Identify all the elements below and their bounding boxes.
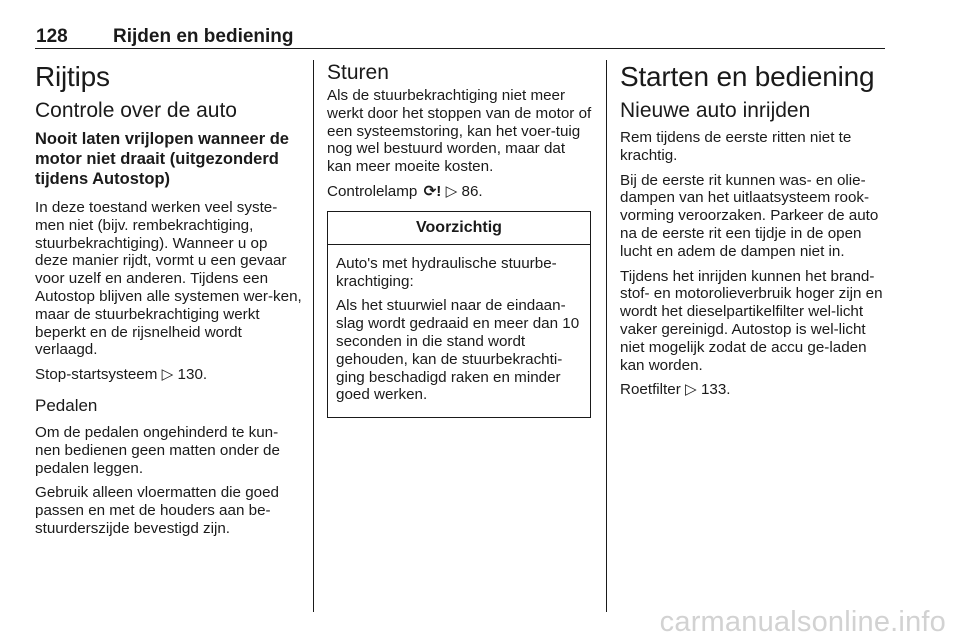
paragraph: Rem tijdens de eerste ritten niet te krachtig. xyxy=(620,129,852,164)
cross-reference xyxy=(327,183,593,201)
cross-reference xyxy=(35,366,303,384)
reference-text: Controlelamp xyxy=(327,182,418,200)
paragraph: Als het stuurwiel naar de eindaan-slag wordt gedraaid en meer dan 10 seconden in die stand wordt gehouden, kan de stuurbekrachti-ging beschadigd raken en minder goed werken. xyxy=(336,297,580,404)
bold-heading: Nooit laten vrijlopen wanneer de motor niet draait (uitgezonderd tijdens Autostop) xyxy=(35,130,289,188)
reference-text: Stop-startsysteem xyxy=(35,366,158,384)
paragraph: Auto's met hydraulische stuurbe-krachtiging: xyxy=(336,254,557,290)
column-right xyxy=(620,60,888,406)
page-number: 128 xyxy=(36,26,68,47)
paragraph: Als de stuurbekrachtiging niet meer werkt door het stoppen van de motor of een systeemstoring, kan het voer-tuig nog wel bestuurd worden, maar dat kan meer moeite kosten. xyxy=(327,87,592,176)
section-heading: Nieuwe auto inrijden xyxy=(620,99,811,122)
paragraph: In deze toestand werken veel syste-men niet (bijv. rembekrachtiging, stuurbekrachtiging). Wanneer u op deze manier rijdt, vormt u een gevaar voor uzelf en anderen. Tijdens een Autostop blijven alle systemen wer-ken, maar de stuurbekrachtiging werkt beperkt en de rijsnelheid wordt verlaagd. xyxy=(35,199,302,359)
watermark: carmanualsonline.info xyxy=(659,606,946,638)
reference-page-link[interactable]: 133. xyxy=(700,381,731,399)
reference-arrow-icon: ▷ xyxy=(685,381,697,399)
section-heading-sturen: Sturen xyxy=(327,61,389,84)
caution-box xyxy=(327,211,591,418)
caution-body xyxy=(328,245,590,417)
steering-warning-lamp-icon: ⟳! xyxy=(423,182,442,200)
reference-arrow-icon: ▷ xyxy=(445,182,458,200)
caution-title: Voorzichtig xyxy=(328,212,590,245)
subheading-pedalen: Pedalen xyxy=(35,395,98,415)
paragraph: Om de pedalen ongehinderd te kun-nen bedienen geen matten onder de pedalen leggen. xyxy=(35,423,280,477)
paragraph: Tijdens het inrijden kunnen het brand-stof- en motorolieverbruik hoger zijn en wordt het dieselpartikelfilter wel-licht vaker gereinigd. Autostop is wel-licht niet mogelijk zodat de accu ge-laden kan worden. xyxy=(620,267,883,374)
page-header xyxy=(35,26,885,49)
column-divider-1 xyxy=(313,60,314,612)
chapter-title: Starten en bediening xyxy=(620,61,875,92)
section-heading: Controle over de auto xyxy=(35,99,237,122)
column-middle xyxy=(327,60,593,418)
section-title: Rijden en bediening xyxy=(113,26,294,47)
reference-text: Roetfilter xyxy=(620,381,681,399)
reference-page-link[interactable]: 86. xyxy=(461,182,483,200)
chapter-title: Rijtips xyxy=(35,61,110,92)
column-left xyxy=(35,60,303,545)
column-divider-2 xyxy=(606,60,607,612)
reference-arrow-icon: ▷ xyxy=(161,366,174,384)
cross-reference xyxy=(620,381,888,399)
paragraph: Gebruik alleen vloermatten die goed passen en met de houders aan be-stuurderszijde bevestigd zijn. xyxy=(35,484,279,537)
paragraph: Bij de eerste rit kunnen was- en olie-dampen van het uitlaatsysteem rook-vorming veroorzaken. Parkeer de auto na de eerste rit een tijdje in de open lucht en adem de dampen niet in. xyxy=(620,171,879,260)
reference-page-link[interactable]: 130. xyxy=(177,366,208,384)
